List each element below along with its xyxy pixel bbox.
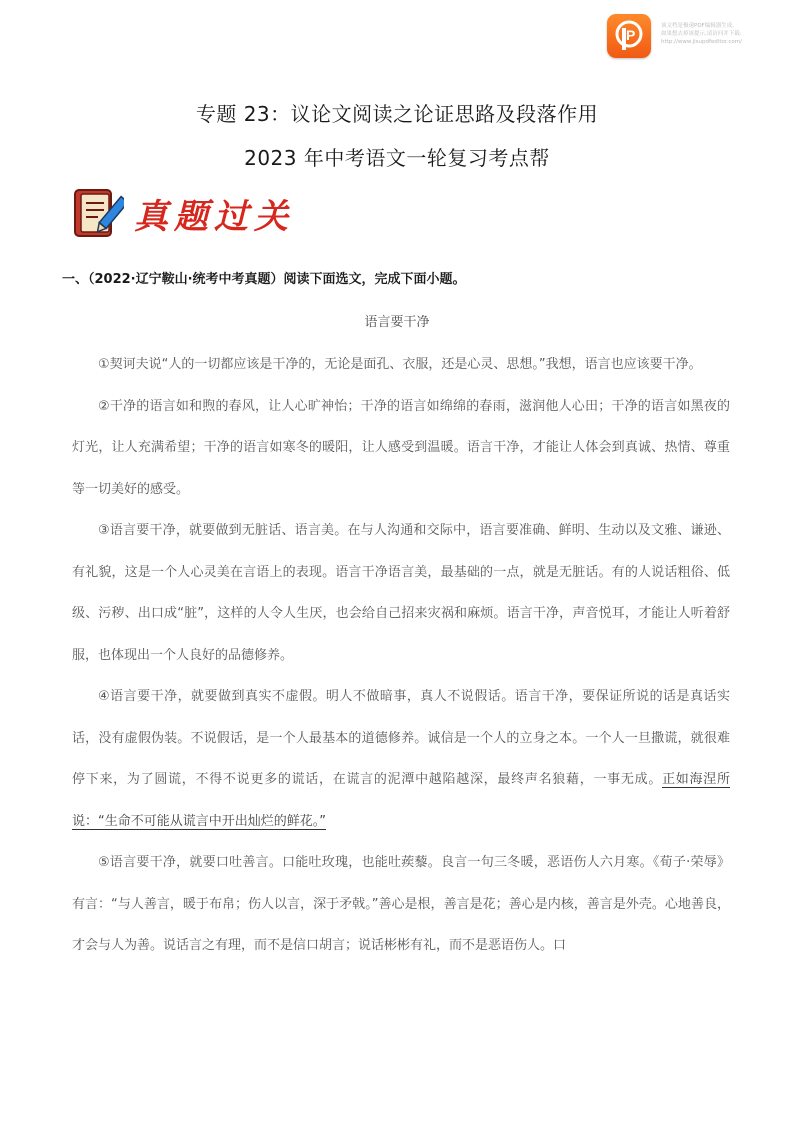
watermark-line: 如果想去掉该提示,请访问并下载: <box>661 31 742 37</box>
watermark-line: 该文档是极速PDF编辑器生成, <box>661 23 734 29</box>
logo-letter: P <box>626 27 636 43</box>
page-subtitle: 2023 年中考语文一轮复习考点帮 <box>244 146 550 170</box>
paragraph-2: ②干净的语言如和煦的春风，让人心旷神怡；干净的语言如绵绵的春雨，滋润他人心田；干净的语言如黑夜的灯光，让人充满希望；干净的语言如寒冬的暖阳，让人感受到温暖。语言干净，才能让人体会到真诚、热情、尊重等一切美好的感受。 <box>72 398 730 497</box>
banner-title: 真题过关 <box>134 196 294 237</box>
watermark <box>607 14 791 58</box>
underlined-quote: 正如海涅所说：“生命不可能从谎言中开出灿烂的鲜花。” <box>72 772 730 829</box>
paragraph-4 <box>72 676 730 842</box>
pdf-editor-logo-icon <box>607 14 651 58</box>
section-banner <box>72 186 294 240</box>
watermark-text <box>661 22 791 46</box>
book-pen-icon <box>72 186 124 240</box>
paragraph-5: ⑤语言要干净，就要口吐善言。口能吐玫瑰，也能吐蒺藜。良言一句三冬暖，恶语伤人六月寒。《荀子·荣辱》有言：“与人善言，暖于布帛；伤人以言，深于矛戟。”善心是根，善言是花；善心是内核，善言是外壳。心地善良，才会与人为善。说话言之有理，而不是信口胡言；说话彬彬有礼，而不是恶语伤人。口 <box>72 855 730 953</box>
article-title: 语言要干净 <box>364 315 430 330</box>
page-title: 专题 23：议论文阅读之论证思路及段落作用 <box>195 102 599 126</box>
question-heading: 一、（2022·辽宁鞍山·统考中考真题）阅读下面选文，完成下面小题。 <box>62 272 466 287</box>
article-body <box>72 344 730 967</box>
paragraph-4-text: ④语言要干净，就要做到真实不虚假。明人不做暗事，真人不说假话。语言干净，要保证所说的话是真话实话，没有虚假伪装。不说假话，是一个人最基本的道德修养。诚信是一个人的立身之本。一个人一旦撒谎，就很难停下来，为了圆谎，不得不说更多的谎话，在谎言的泥潭中越陷越深，最终声名狼藉，一事无成。 <box>72 689 730 787</box>
watermark-link[interactable]: http://www.jisupdfeditor.com/ <box>661 39 742 45</box>
paragraph-1: ①契诃夫说“人的一切都应该是干净的，无论是面孔、衣服，还是心灵、思想。”我想，语言也应该要干净。 <box>98 357 702 372</box>
paragraph-3: ③语言要干净，就要做到无脏话、语言美。在与人沟通和交际中，语言要准确、鲜明、生动以及文雅、谦逊、有礼貌，这是一个人心灵美在言语上的表现。语言干净语言美，最基础的一点，就是无脏话。有的人说话粗俗、低级、污秽、出口成“脏”，这样的人令人生厌，也会给自己招来灾祸和麻烦。语言干净，声音悦耳，才能让人听着舒服，也体现出一个人良好的品德修养。 <box>72 523 730 663</box>
